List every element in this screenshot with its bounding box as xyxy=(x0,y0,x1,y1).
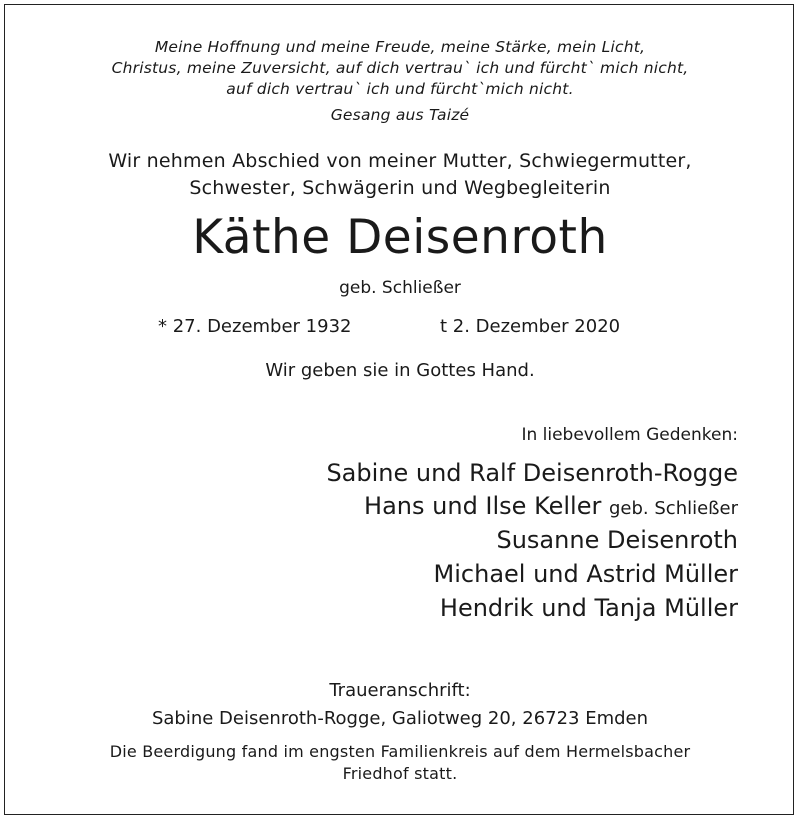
mourner-name: Susanne Deisenroth xyxy=(496,526,738,554)
deceased-name: Käthe Deisenroth xyxy=(192,210,608,265)
deceased-maiden-name: geb. Schließer xyxy=(339,278,461,298)
mourner-note: geb. Schließer xyxy=(609,498,738,519)
mourner-name: Hans und Ilse Keller xyxy=(364,492,602,520)
mourners-heading: In liebevollem Gedenken: xyxy=(521,425,738,445)
address-value: Sabine Deisenroth-Rogge, Galiotweg 20, 26723 Emden xyxy=(151,708,649,729)
quote-source: Gesang aus Taizé xyxy=(330,106,470,124)
mourner-line xyxy=(496,526,738,554)
birth-date: * 27. Dezember 1932 xyxy=(158,316,352,337)
blessing-text: Wir geben sie in Gottes Hand. xyxy=(265,360,535,381)
funeral-line-1: Die Beerdigung fand im engsten Familienkreis auf dem Hermelsbacher xyxy=(109,742,691,761)
mourner-line xyxy=(434,560,738,588)
quote-line-2: Christus, meine Zuversicht, auf dich vertrau` ich und fürcht` mich nicht, xyxy=(111,59,689,77)
mourner-line xyxy=(440,594,738,622)
intro-line-2: Schwester, Schwägerin und Wegbegleiterin xyxy=(189,177,611,199)
death-date: t 2. Dezember 2020 xyxy=(440,316,621,337)
funeral-line-2: Friedhof statt. xyxy=(342,764,458,783)
mourner-name: Sabine und Ralf Deisenroth-Rogge xyxy=(326,459,738,487)
mourner-line xyxy=(364,492,738,520)
intro-line-1: Wir nehmen Abschied von meiner Mutter, Schwiegermutter, xyxy=(108,150,692,172)
mourner-line xyxy=(326,459,738,487)
mourner-name: Hendrik und Tanja Müller xyxy=(439,594,738,622)
quote-line-3: auf dich vertrau` ich und fürcht`mich nicht. xyxy=(226,80,574,98)
mourner-name: Michael und Astrid Müller xyxy=(433,560,738,588)
address-label: Traueranschrift: xyxy=(329,680,471,701)
quote-line-1: Meine Hoffnung und meine Freude, meine Stärke, mein Licht, xyxy=(154,38,646,56)
